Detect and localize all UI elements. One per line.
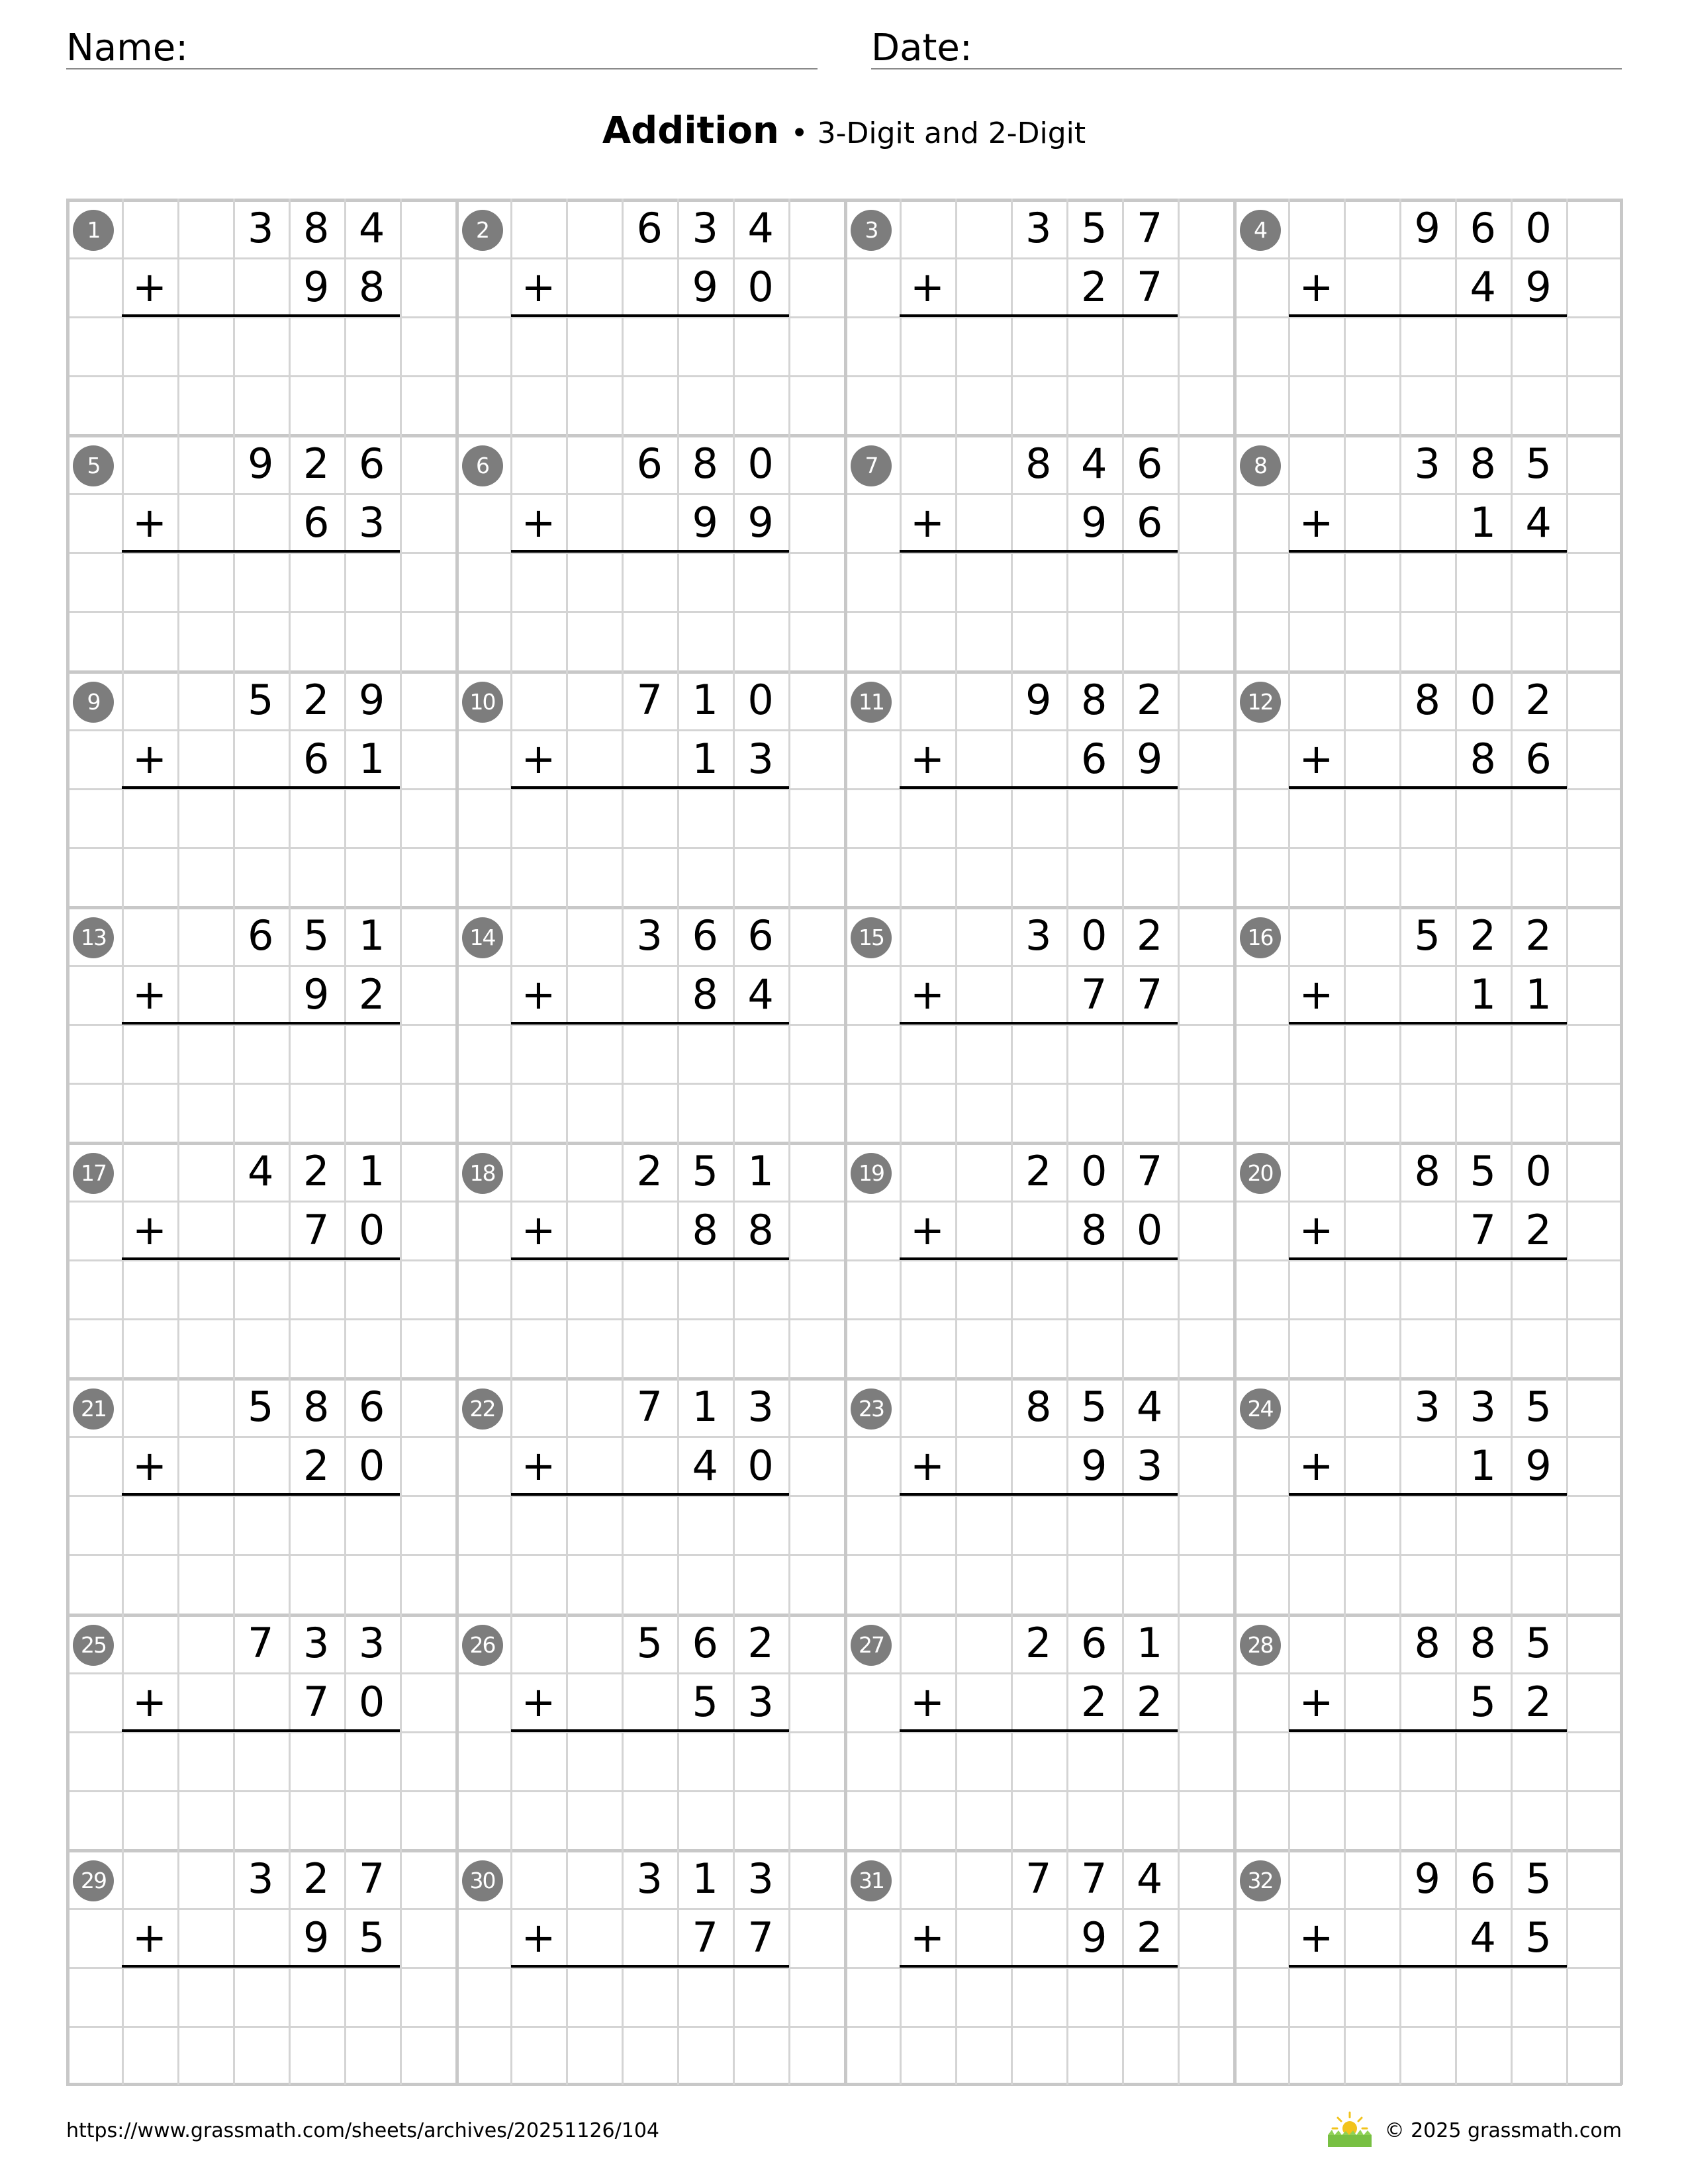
addend-top-digit: 2	[1025, 1618, 1052, 1667]
addend-top-digit: 2	[303, 1147, 330, 1195]
addend-top-digit: 5	[303, 911, 330, 960]
addend-top-digit: 9	[1414, 204, 1440, 252]
addend-top-digit: 8	[1025, 1383, 1052, 1432]
addend-bottom-digit: 7	[692, 1913, 718, 1962]
addend-bottom-digit: 3	[747, 1677, 774, 1726]
problem-number-badge: 2	[462, 210, 503, 251]
grass-sun-logo-icon	[1327, 2110, 1373, 2148]
problem-number-badge: 25	[73, 1625, 114, 1666]
answer-line	[1289, 1257, 1567, 1260]
addend-bottom-digit: 7	[303, 1206, 330, 1255]
problem-number-badge: 28	[1240, 1625, 1281, 1666]
problem-cell[interactable]	[844, 906, 1233, 1142]
problem-cell[interactable]	[455, 906, 844, 1142]
addend-top-digit: 7	[1025, 1854, 1052, 1903]
answer-line	[900, 1965, 1178, 1968]
problem-number-badge: 21	[73, 1388, 114, 1430]
problem-cell[interactable]	[844, 1614, 1233, 1849]
title-main: Addition	[602, 109, 779, 152]
addend-top-digit: 3	[636, 911, 663, 960]
addend-top-digit: 5	[1080, 1383, 1107, 1432]
answer-line	[1289, 1493, 1567, 1496]
addend-top-digit: 5	[692, 1147, 718, 1195]
addend-bottom-digit: 8	[1080, 1206, 1107, 1255]
addend-top-digit: 7	[636, 1383, 663, 1432]
answer-line	[900, 1022, 1178, 1024]
addend-bottom-digit: 9	[692, 263, 718, 312]
addend-bottom-digit: 8	[358, 263, 385, 312]
answer-line	[122, 314, 400, 317]
addend-top-digit: 5	[1525, 1854, 1552, 1903]
answer-line	[1289, 786, 1567, 789]
addend-bottom-digit: 7	[747, 1913, 774, 1962]
addend-bottom-digit: 9	[1136, 734, 1163, 783]
addend-top-digit: 7	[248, 1618, 274, 1667]
addend-top-digit: 6	[747, 911, 774, 960]
addend-top-digit: 8	[1470, 439, 1496, 488]
problem-number-badge: 18	[462, 1153, 503, 1194]
addend-top-digit: 6	[358, 439, 385, 488]
addend-top-digit: 0	[1470, 675, 1496, 724]
addend-top-digit: 6	[1470, 204, 1496, 252]
addend-top-digit: 3	[1414, 1383, 1440, 1432]
addend-top-digit: 2	[1025, 1147, 1052, 1195]
addend-bottom-digit: 9	[1080, 1441, 1107, 1490]
date-line[interactable]	[871, 68, 1622, 69]
addend-top-digit: 3	[692, 204, 718, 252]
addend-top-digit: 2	[1136, 675, 1163, 724]
plus-sign: +	[132, 263, 167, 312]
addend-top-digit: 5	[636, 1618, 663, 1667]
addend-bottom-digit: 7	[1080, 970, 1107, 1019]
addend-top-digit: 4	[358, 204, 385, 252]
problem-cell[interactable]	[844, 1377, 1233, 1613]
addend-top-digit: 4	[747, 204, 774, 252]
problem-number-badge: 26	[462, 1625, 503, 1666]
answer-line	[511, 1257, 789, 1260]
addend-top-digit: 8	[1080, 675, 1107, 724]
addend-bottom-digit: 4	[1470, 1913, 1496, 1962]
plus-sign: +	[910, 1441, 945, 1490]
problem-cell[interactable]	[1233, 1614, 1622, 1849]
problem-cell[interactable]	[1233, 1142, 1622, 1377]
answer-line	[511, 1493, 789, 1496]
name-label: Name:	[66, 26, 189, 69]
answer-line	[122, 1022, 400, 1024]
plus-sign: +	[1299, 970, 1334, 1019]
answer-line	[122, 786, 400, 789]
addend-top-digit: 8	[303, 204, 330, 252]
addend-bottom-digit: 3	[747, 734, 774, 783]
problem-number-badge: 4	[1240, 210, 1281, 251]
addend-top-digit: 6	[692, 1618, 718, 1667]
addend-top-digit: 3	[303, 1618, 330, 1667]
answer-line	[900, 314, 1178, 317]
addend-top-digit: 6	[636, 439, 663, 488]
problem-number-badge: 16	[1240, 917, 1281, 958]
problem-cell[interactable]	[1233, 906, 1622, 1142]
addend-top-digit: 0	[1080, 1147, 1107, 1195]
plus-sign: +	[521, 1677, 556, 1726]
footer-copyright: © 2025 grassmath.com	[1384, 2119, 1622, 2142]
addend-top-digit: 6	[248, 911, 274, 960]
addend-bottom-digit: 2	[1525, 1206, 1552, 1255]
plus-sign: +	[1299, 1206, 1334, 1255]
addend-top-digit: 9	[358, 675, 385, 724]
addend-top-digit: 7	[1136, 204, 1163, 252]
problem-number-badge: 20	[1240, 1153, 1281, 1194]
addend-bottom-digit: 5	[358, 1913, 385, 1962]
plus-sign: +	[910, 970, 945, 1019]
addend-top-digit: 3	[1470, 1383, 1496, 1432]
problem-cell[interactable]	[455, 1377, 844, 1613]
problem-number-badge: 8	[1240, 445, 1281, 486]
addend-bottom-digit: 9	[692, 498, 718, 547]
addend-bottom-digit: 3	[1136, 1441, 1163, 1490]
addend-top-digit: 0	[747, 675, 774, 724]
addend-bottom-digit: 9	[747, 498, 774, 547]
plus-sign: +	[910, 1206, 945, 1255]
addend-top-digit: 8	[1414, 675, 1440, 724]
addend-bottom-digit: 9	[1525, 1441, 1552, 1490]
plus-sign: +	[132, 734, 167, 783]
addend-bottom-digit: 1	[1470, 1441, 1496, 1490]
problem-cell[interactable]	[844, 1849, 1233, 2085]
problem-cell[interactable]	[455, 1849, 844, 2085]
addend-top-digit: 8	[1414, 1147, 1440, 1195]
answer-line	[511, 550, 789, 553]
addend-bottom-digit: 1	[692, 734, 718, 783]
addend-top-digit: 5	[1525, 1383, 1552, 1432]
problem-number-badge: 27	[851, 1625, 892, 1666]
addend-top-digit: 2	[636, 1147, 663, 1195]
addend-bottom-digit: 6	[1136, 498, 1163, 547]
addend-bottom-digit: 0	[747, 1441, 774, 1490]
addend-top-digit: 1	[747, 1147, 774, 1195]
addend-top-digit: 2	[303, 439, 330, 488]
problem-number-badge: 30	[462, 1860, 503, 1901]
addend-bottom-digit: 6	[1080, 734, 1107, 783]
addend-top-digit: 5	[1414, 911, 1440, 960]
plus-sign: +	[521, 1206, 556, 1255]
addend-top-digit: 2	[1525, 911, 1552, 960]
problem-cell[interactable]	[844, 434, 1233, 670]
addend-top-digit: 8	[692, 439, 718, 488]
addend-bottom-digit: 7	[1470, 1206, 1496, 1255]
addend-bottom-digit: 4	[692, 1441, 718, 1490]
plus-sign: +	[132, 1441, 167, 1490]
addend-bottom-digit: 1	[1525, 970, 1552, 1019]
problem-cell[interactable]	[844, 1142, 1233, 1377]
addend-top-digit: 3	[1025, 911, 1052, 960]
problem-number-badge: 13	[73, 917, 114, 958]
problem-cell[interactable]	[66, 434, 455, 670]
problem-number-badge: 10	[462, 682, 503, 723]
addend-top-digit: 7	[636, 675, 663, 724]
addend-bottom-digit: 0	[747, 263, 774, 312]
addend-top-digit: 0	[1080, 911, 1107, 960]
problem-cell[interactable]	[66, 906, 455, 1142]
date-label: Date:	[871, 26, 972, 69]
addend-top-digit: 6	[358, 1383, 385, 1432]
plus-sign: +	[521, 498, 556, 547]
addend-bottom-digit: 6	[303, 734, 330, 783]
plus-sign: +	[521, 1913, 556, 1962]
plus-sign: +	[910, 1913, 945, 1962]
plus-sign: +	[1299, 1441, 1334, 1490]
plus-sign: +	[132, 498, 167, 547]
problem-number-badge: 7	[851, 445, 892, 486]
addend-bottom-digit: 1	[1470, 498, 1496, 547]
problem-number-badge: 23	[851, 1388, 892, 1430]
problem-cell[interactable]	[844, 670, 1233, 906]
addend-top-digit: 2	[303, 1854, 330, 1903]
addend-top-digit: 6	[1470, 1854, 1496, 1903]
answer-line	[900, 550, 1178, 553]
problem-number-badge: 31	[851, 1860, 892, 1901]
addend-bottom-digit: 2	[1080, 1677, 1107, 1726]
addend-top-digit: 7	[1136, 1147, 1163, 1195]
addend-top-digit: 3	[1025, 204, 1052, 252]
problem-cell[interactable]	[1233, 434, 1622, 670]
addend-bottom-digit: 8	[692, 1206, 718, 1255]
addend-top-digit: 6	[636, 204, 663, 252]
addend-bottom-digit: 5	[692, 1677, 718, 1726]
addend-top-digit: 8	[303, 1383, 330, 1432]
addend-bottom-digit: 2	[1525, 1677, 1552, 1726]
name-line[interactable]	[66, 68, 818, 69]
addend-bottom-digit: 5	[1525, 1913, 1552, 1962]
addend-top-digit: 2	[303, 675, 330, 724]
addend-top-digit: 8	[1470, 1618, 1496, 1667]
answer-line	[511, 314, 789, 317]
answer-line	[511, 1965, 789, 1968]
plus-sign: +	[132, 970, 167, 1019]
addend-top-digit: 1	[692, 1854, 718, 1903]
addend-top-digit: 1	[692, 675, 718, 724]
addend-top-digit: 5	[1470, 1147, 1496, 1195]
addend-top-digit: 8	[1414, 1618, 1440, 1667]
addend-top-digit: 5	[1080, 204, 1107, 252]
addend-top-digit: 6	[1080, 1618, 1107, 1667]
problem-number-badge: 15	[851, 917, 892, 958]
worksheet-grid	[66, 199, 1622, 2085]
plus-sign: +	[910, 263, 945, 312]
addend-top-digit: 0	[1525, 1147, 1552, 1195]
addend-bottom-digit: 6	[1525, 734, 1552, 783]
problem-cell[interactable]	[66, 1614, 455, 1849]
answer-line	[122, 1729, 400, 1732]
answer-line	[122, 550, 400, 553]
plus-sign: +	[910, 1677, 945, 1726]
addend-bottom-digit: 7	[1136, 970, 1163, 1019]
addend-top-digit: 2	[1525, 675, 1552, 724]
problem-cell[interactable]	[455, 1614, 844, 1849]
answer-line	[900, 1257, 1178, 1260]
problem-number-badge: 17	[73, 1153, 114, 1194]
addend-top-digit: 4	[1136, 1383, 1163, 1432]
plus-sign: +	[1299, 263, 1334, 312]
addend-bottom-digit: 9	[1525, 263, 1552, 312]
addend-bottom-digit: 9	[303, 1913, 330, 1962]
problem-number-badge: 19	[851, 1153, 892, 1194]
addend-bottom-digit: 7	[1136, 263, 1163, 312]
plus-sign: +	[1299, 1913, 1334, 1962]
addend-top-digit: 5	[248, 1383, 274, 1432]
addend-top-digit: 3	[636, 1854, 663, 1903]
problem-number-badge: 22	[462, 1388, 503, 1430]
answer-line	[900, 786, 1178, 789]
problem-cell[interactable]	[455, 1142, 844, 1377]
addend-bottom-digit: 2	[303, 1441, 330, 1490]
problem-number-badge: 12	[1240, 682, 1281, 723]
problem-cell[interactable]	[66, 1849, 455, 2085]
answer-line	[1289, 550, 1567, 553]
footer-url[interactable]: https://www.grassmath.com/sheets/archives/20251126/104	[66, 2119, 660, 2142]
addend-bottom-digit: 9	[303, 970, 330, 1019]
addend-top-digit: 7	[358, 1854, 385, 1903]
plus-sign: +	[910, 734, 945, 783]
problem-cell[interactable]	[66, 1377, 455, 1613]
addend-top-digit: 4	[1136, 1854, 1163, 1903]
plus-sign: +	[132, 1677, 167, 1726]
addend-top-digit: 7	[1080, 1854, 1107, 1903]
addend-top-digit: 4	[1080, 439, 1107, 488]
addend-top-digit: 3	[248, 1854, 274, 1903]
addend-bottom-digit: 5	[1470, 1677, 1496, 1726]
addend-bottom-digit: 2	[1080, 263, 1107, 312]
addend-top-digit: 3	[747, 1383, 774, 1432]
problem-cell[interactable]	[1233, 670, 1622, 906]
addend-bottom-digit: 8	[692, 970, 718, 1019]
addend-bottom-digit: 9	[303, 263, 330, 312]
addend-top-digit: 0	[1525, 204, 1552, 252]
title-subtitle: • 3-Digit and 2-Digit	[790, 116, 1086, 150]
addend-top-digit: 1	[358, 1147, 385, 1195]
problem-number-badge: 32	[1240, 1860, 1281, 1901]
problem-cell[interactable]	[844, 199, 1233, 434]
addend-bottom-digit: 2	[1136, 1677, 1163, 1726]
addend-bottom-digit: 0	[358, 1441, 385, 1490]
addend-top-digit: 2	[747, 1618, 774, 1667]
answer-line	[1289, 1729, 1567, 1732]
addend-bottom-digit: 4	[1470, 263, 1496, 312]
addend-top-digit: 5	[1525, 1618, 1552, 1667]
addend-top-digit: 2	[1136, 911, 1163, 960]
answer-line	[1289, 1022, 1567, 1024]
addend-bottom-digit: 4	[1525, 498, 1552, 547]
answer-line	[122, 1257, 400, 1260]
answer-line	[900, 1729, 1178, 1732]
worksheet-title	[0, 105, 1688, 160]
problem-number-badge: 9	[73, 682, 114, 723]
plus-sign: +	[521, 734, 556, 783]
problem-cell[interactable]	[1233, 199, 1622, 434]
addend-bottom-digit: 7	[303, 1677, 330, 1726]
answer-line	[511, 1022, 789, 1024]
addend-top-digit: 3	[248, 204, 274, 252]
problem-number-badge: 24	[1240, 1388, 1281, 1430]
addend-bottom-digit: 0	[358, 1206, 385, 1255]
answer-line	[511, 1729, 789, 1732]
addend-top-digit: 3	[358, 1618, 385, 1667]
problem-cell[interactable]	[1233, 1849, 1622, 2085]
problem-cell[interactable]	[455, 434, 844, 670]
problem-cell[interactable]	[66, 670, 455, 906]
problem-cell[interactable]	[66, 1142, 455, 1377]
plus-sign: +	[132, 1913, 167, 1962]
problem-number-badge: 14	[462, 917, 503, 958]
problem-cell[interactable]	[66, 199, 455, 434]
plus-sign: +	[910, 498, 945, 547]
problem-cell[interactable]	[455, 670, 844, 906]
addend-top-digit: 9	[1025, 675, 1052, 724]
problem-number-badge: 5	[73, 445, 114, 486]
addend-bottom-digit: 9	[1080, 498, 1107, 547]
plus-sign: +	[521, 970, 556, 1019]
addend-top-digit: 3	[1414, 439, 1440, 488]
addend-bottom-digit: 6	[303, 498, 330, 547]
plus-sign: +	[1299, 498, 1334, 547]
plus-sign: +	[521, 1441, 556, 1490]
addend-top-digit: 3	[747, 1854, 774, 1903]
addend-top-digit: 1	[692, 1383, 718, 1432]
problem-cell[interactable]	[455, 199, 844, 434]
problem-number-badge: 11	[851, 682, 892, 723]
plus-sign: +	[1299, 1677, 1334, 1726]
problem-cell[interactable]	[1233, 1377, 1622, 1613]
addend-bottom-digit: 2	[1136, 1913, 1163, 1962]
answer-line	[900, 1493, 1178, 1496]
addend-top-digit: 5	[1525, 439, 1552, 488]
addend-top-digit: 9	[1414, 1854, 1440, 1903]
addend-bottom-digit: 9	[1080, 1913, 1107, 1962]
problem-number-badge: 3	[851, 210, 892, 251]
addend-top-digit: 1	[1136, 1618, 1163, 1667]
addend-top-digit: 4	[248, 1147, 274, 1195]
addend-bottom-digit: 8	[747, 1206, 774, 1255]
addend-top-digit: 1	[358, 911, 385, 960]
answer-line	[122, 1493, 400, 1496]
plus-sign: +	[132, 1206, 167, 1255]
addend-top-digit: 5	[248, 675, 274, 724]
problem-number-badge: 1	[73, 210, 114, 251]
addend-bottom-digit: 1	[358, 734, 385, 783]
plus-sign: +	[521, 263, 556, 312]
addend-top-digit: 6	[1136, 439, 1163, 488]
answer-line	[1289, 314, 1567, 317]
addend-top-digit: 2	[1470, 911, 1496, 960]
addend-bottom-digit: 1	[1470, 970, 1496, 1019]
answer-line	[1289, 1965, 1567, 1968]
addend-bottom-digit: 0	[358, 1677, 385, 1726]
addend-top-digit: 6	[692, 911, 718, 960]
answer-line	[122, 1965, 400, 1968]
problem-number-badge: 29	[73, 1860, 114, 1901]
addend-top-digit: 0	[747, 439, 774, 488]
addend-bottom-digit: 2	[358, 970, 385, 1019]
addend-top-digit: 9	[248, 439, 274, 488]
addend-bottom-digit: 3	[358, 498, 385, 547]
plus-sign: +	[1299, 734, 1334, 783]
addend-bottom-digit: 4	[747, 970, 774, 1019]
addend-bottom-digit: 0	[1136, 1206, 1163, 1255]
problem-number-badge: 6	[462, 445, 503, 486]
addend-top-digit: 8	[1025, 439, 1052, 488]
answer-line	[511, 786, 789, 789]
addend-bottom-digit: 8	[1470, 734, 1496, 783]
